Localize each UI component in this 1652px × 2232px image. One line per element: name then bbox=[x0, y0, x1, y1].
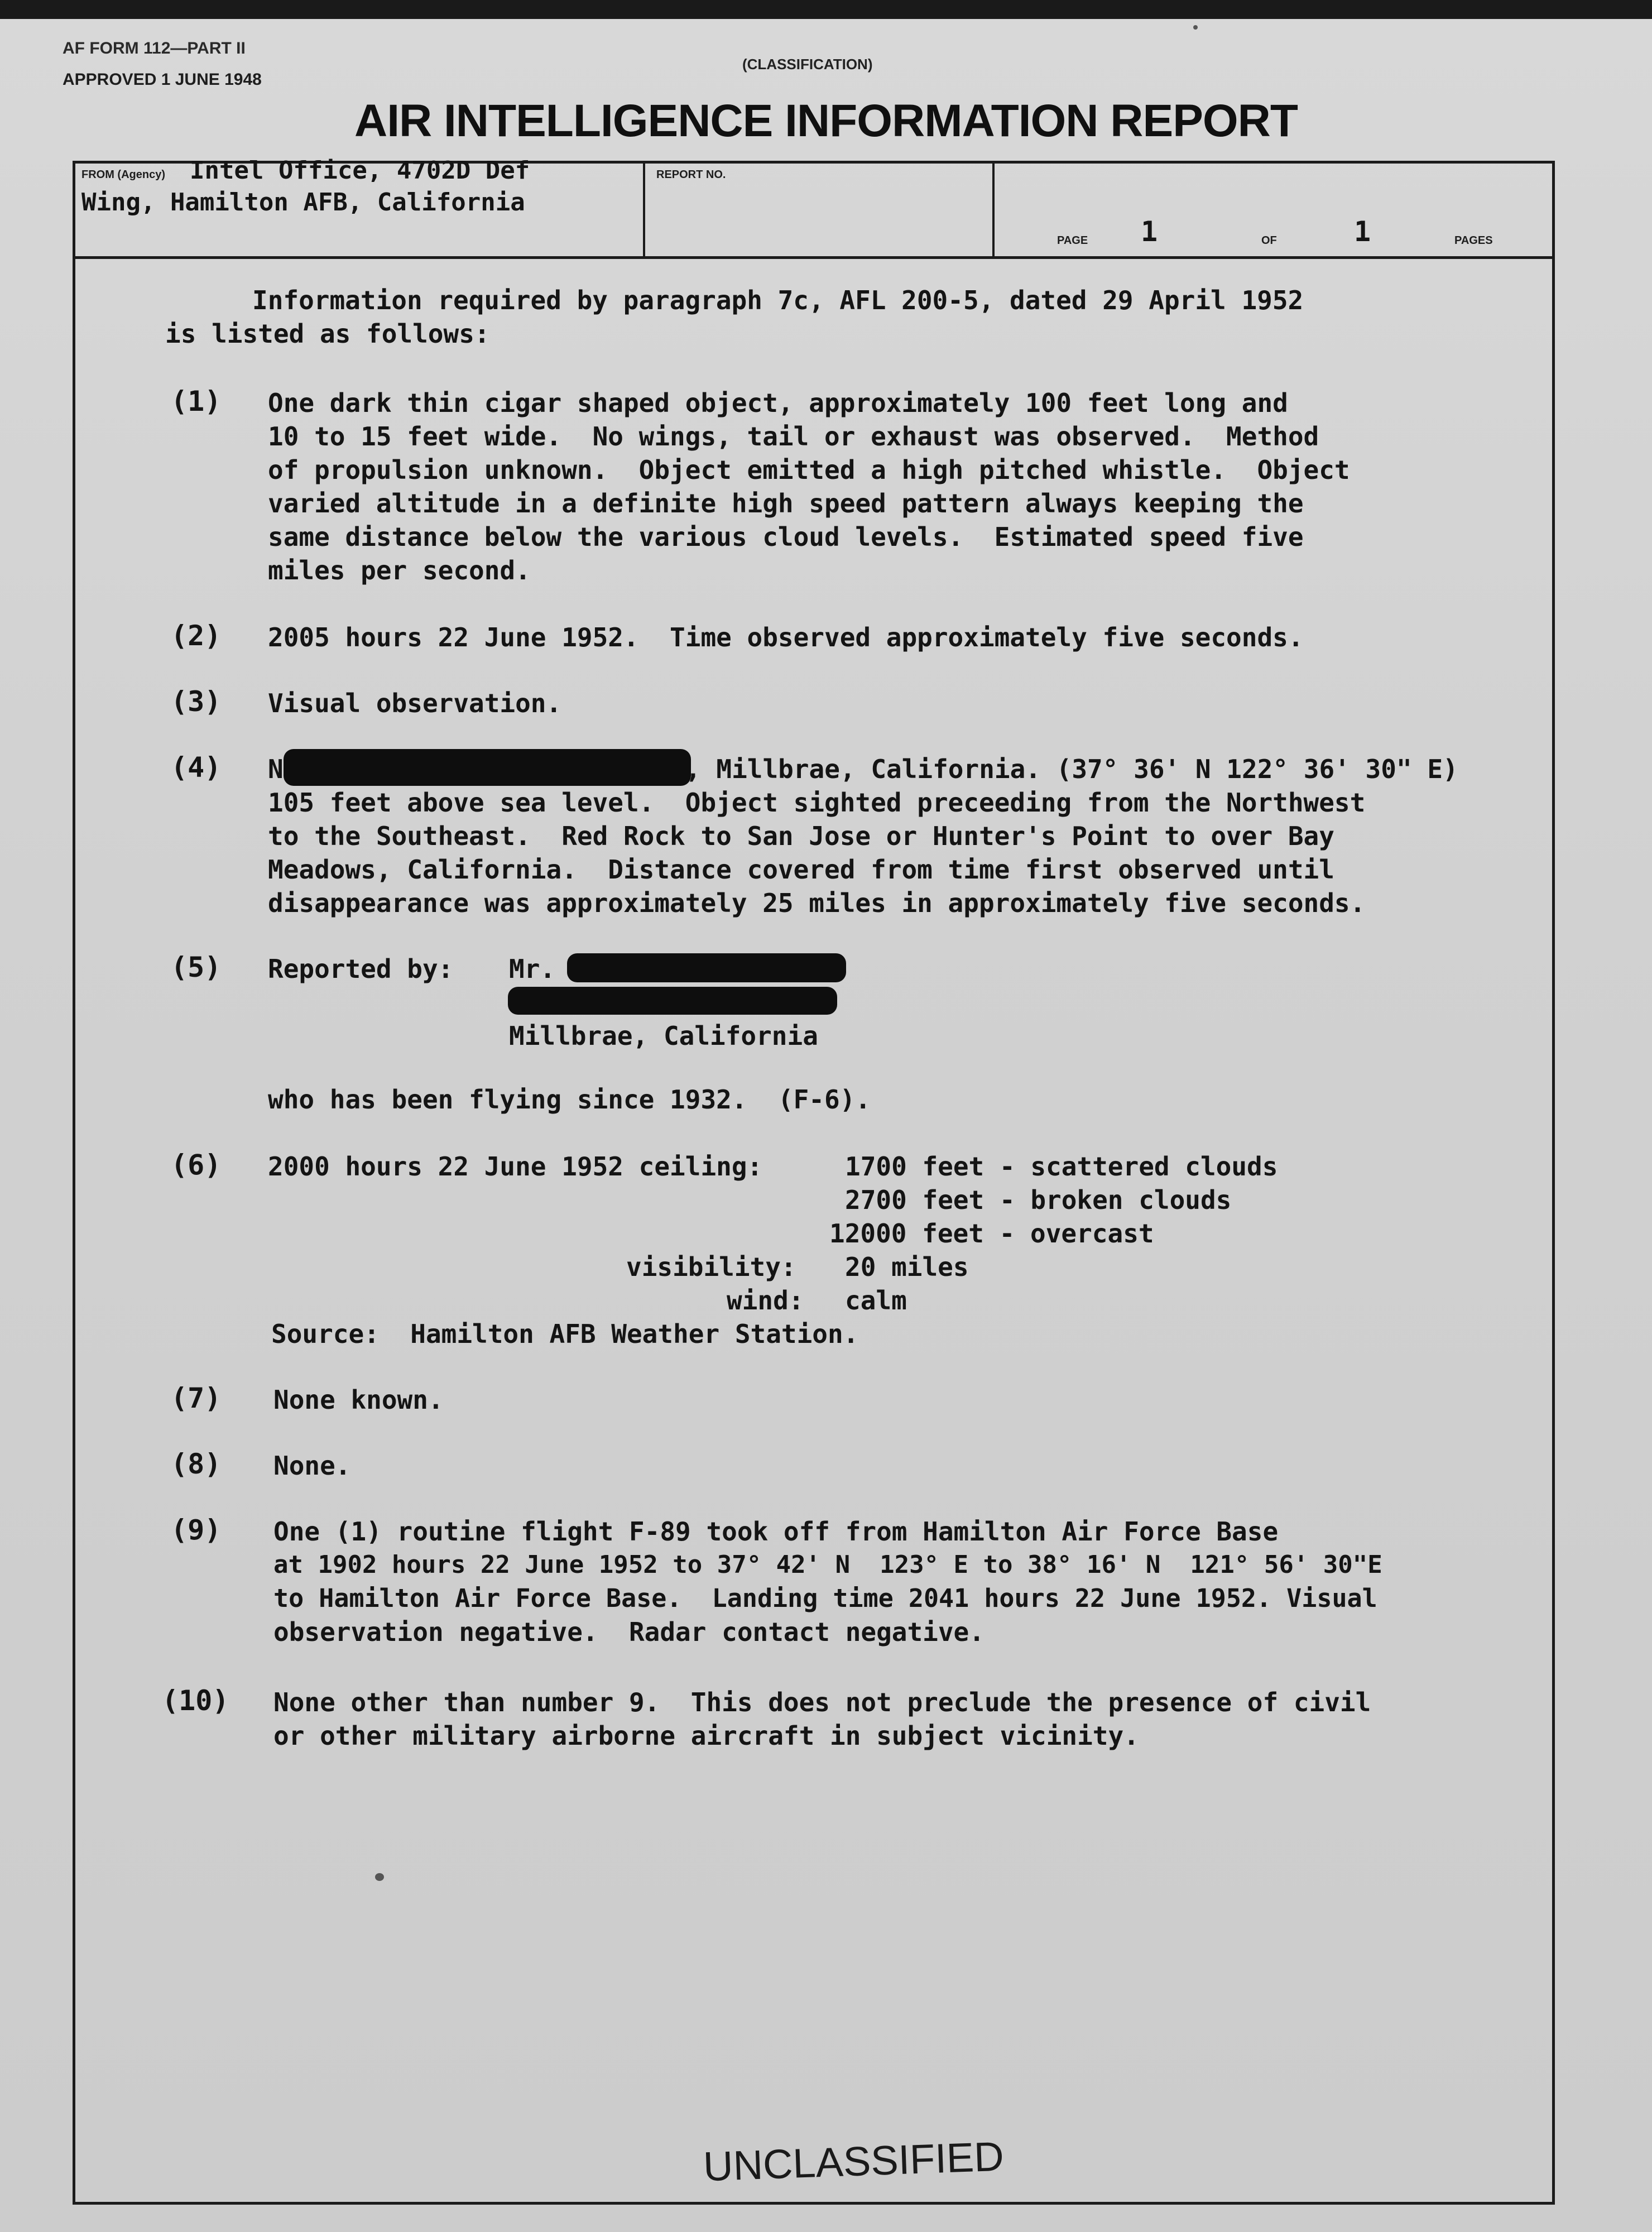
of-label: OF bbox=[1261, 234, 1277, 247]
page-total: 1 bbox=[1354, 215, 1371, 248]
ceiling-line: 12000 feet - overcast bbox=[829, 1218, 1154, 1249]
item-number: (3) bbox=[171, 685, 222, 718]
scan-speck bbox=[1193, 25, 1198, 30]
report-title: AIR INTELLIGENCE INFORMATION REPORT bbox=[354, 95, 1298, 146]
intro-line-2: is listed as follows: bbox=[165, 319, 490, 349]
item-number: (6) bbox=[171, 1149, 222, 1181]
header-divider bbox=[992, 161, 995, 259]
ceiling-line: 1700 feet - scattered clouds bbox=[845, 1151, 1278, 1182]
item-7-line: None known. bbox=[273, 1385, 444, 1415]
item-number: (4) bbox=[171, 751, 222, 784]
intro-line-1: Information required by paragraph 7c, AFL 200-5, dated 29 April 1952 bbox=[252, 285, 1304, 315]
item-9-line: at 1902 hours 22 June 1952 to 37° 42' N 123° E to 38° 16' N 121° 56' 30"E bbox=[273, 1551, 1382, 1579]
from-label: FROM (Agency) bbox=[81, 169, 165, 181]
reporter-title: Mr. bbox=[509, 954, 556, 984]
page-label: PAGE bbox=[1057, 234, 1088, 247]
item-number: (5) bbox=[171, 951, 222, 983]
visibility-label: visibility: bbox=[626, 1252, 796, 1282]
item-4-line: 105 feet above sea level. Object sighted preceeding from the Northwest bbox=[268, 788, 1366, 818]
weather-source: Source: Hamilton AFB Weather Station. bbox=[271, 1319, 859, 1349]
item-4-location: , Millbrae, California. (37° 36' N 122° 36' 30" E) bbox=[685, 754, 1458, 784]
scan-edge bbox=[0, 0, 1652, 19]
page-number: 1 bbox=[1141, 215, 1158, 248]
item-number: (8) bbox=[171, 1448, 222, 1480]
scan-speck bbox=[375, 1873, 384, 1881]
report-no-label: REPORT NO. bbox=[656, 169, 726, 181]
item-4-name-prefix: N bbox=[268, 754, 284, 784]
redaction-bar bbox=[567, 953, 846, 982]
item-2-line: 2005 hours 22 June 1952. Time observed approximately five seconds. bbox=[268, 622, 1304, 652]
item-1-line: miles per second. bbox=[268, 555, 531, 585]
item-number: (7) bbox=[171, 1382, 222, 1414]
from-line-2: Wing, Hamilton AFB, California bbox=[81, 188, 525, 217]
wind-label: wind: bbox=[727, 1285, 804, 1316]
item-number: (9) bbox=[171, 1514, 222, 1546]
reporter-city: Millbrae, California bbox=[509, 1021, 818, 1051]
from-line-1: Intel Office, 4702D Def bbox=[190, 156, 530, 185]
item-4-line: Meadows, California. Distance covered from time first observed until bbox=[268, 855, 1334, 885]
wind-value: calm bbox=[845, 1285, 907, 1316]
redaction-bar bbox=[508, 987, 837, 1015]
item-9-line: observation negative. Radar contact negative. bbox=[273, 1617, 985, 1647]
item-3-line: Visual observation. bbox=[268, 688, 562, 718]
item-1-line: varied altitude in a definite high speed pattern always keeping the bbox=[268, 488, 1304, 519]
ceiling-line: 2700 feet - broken clouds bbox=[845, 1185, 1232, 1215]
form-id: AF FORM 112—PART II bbox=[63, 39, 246, 57]
item-9-line: to Hamilton Air Force Base. Landing time 2041 hours 22 June 1952. Visual bbox=[273, 1583, 1377, 1613]
item-4-line: disappearance was approximately 25 miles in approximately five seconds. bbox=[268, 888, 1366, 918]
item-10-line: or other military airborne aircraft in subject vicinity. bbox=[273, 1721, 1139, 1751]
pages-label: PAGES bbox=[1454, 234, 1493, 247]
reported-by-label: Reported by: bbox=[268, 954, 454, 984]
item-number: (1) bbox=[171, 385, 222, 417]
item-1-line: of propulsion unknown. Object emitted a high pitched whistle. Object bbox=[268, 455, 1350, 485]
approved-date: APPROVED 1 JUNE 1948 bbox=[63, 70, 262, 89]
classification-label: (CLASSIFICATION) bbox=[742, 56, 873, 73]
classification-footer: UNCLASSIFIED bbox=[702, 2133, 1005, 2190]
redaction-bar bbox=[284, 749, 691, 786]
item-10-line: None other than number 9. This does not preclude the presence of civil bbox=[273, 1687, 1371, 1717]
item-number: (10) bbox=[162, 1684, 229, 1717]
weather-lead: 2000 hours 22 June 1952 ceiling: bbox=[268, 1151, 763, 1182]
item-4-line: to the Southeast. Red Rock to San Jose or Hunter's Point to over Bay bbox=[268, 821, 1334, 851]
item-number: (2) bbox=[171, 620, 222, 652]
item-9-line: One (1) routine flight F-89 took off from Hamilton Air Force Base bbox=[273, 1516, 1279, 1547]
visibility-value: 20 miles bbox=[845, 1252, 969, 1282]
item-8-line: None. bbox=[273, 1451, 351, 1481]
item-1-line: 10 to 15 feet wide. No wings, tail or exhaust was observed. Method bbox=[268, 421, 1319, 452]
item-1-line: same distance below the various cloud levels. Estimated speed five bbox=[268, 522, 1304, 552]
item-1-line: One dark thin cigar shaped object, approximately 100 feet long and bbox=[268, 388, 1288, 418]
reporter-experience: who has been flying since 1932. (F-6). bbox=[268, 1084, 871, 1115]
header-divider bbox=[643, 161, 645, 259]
